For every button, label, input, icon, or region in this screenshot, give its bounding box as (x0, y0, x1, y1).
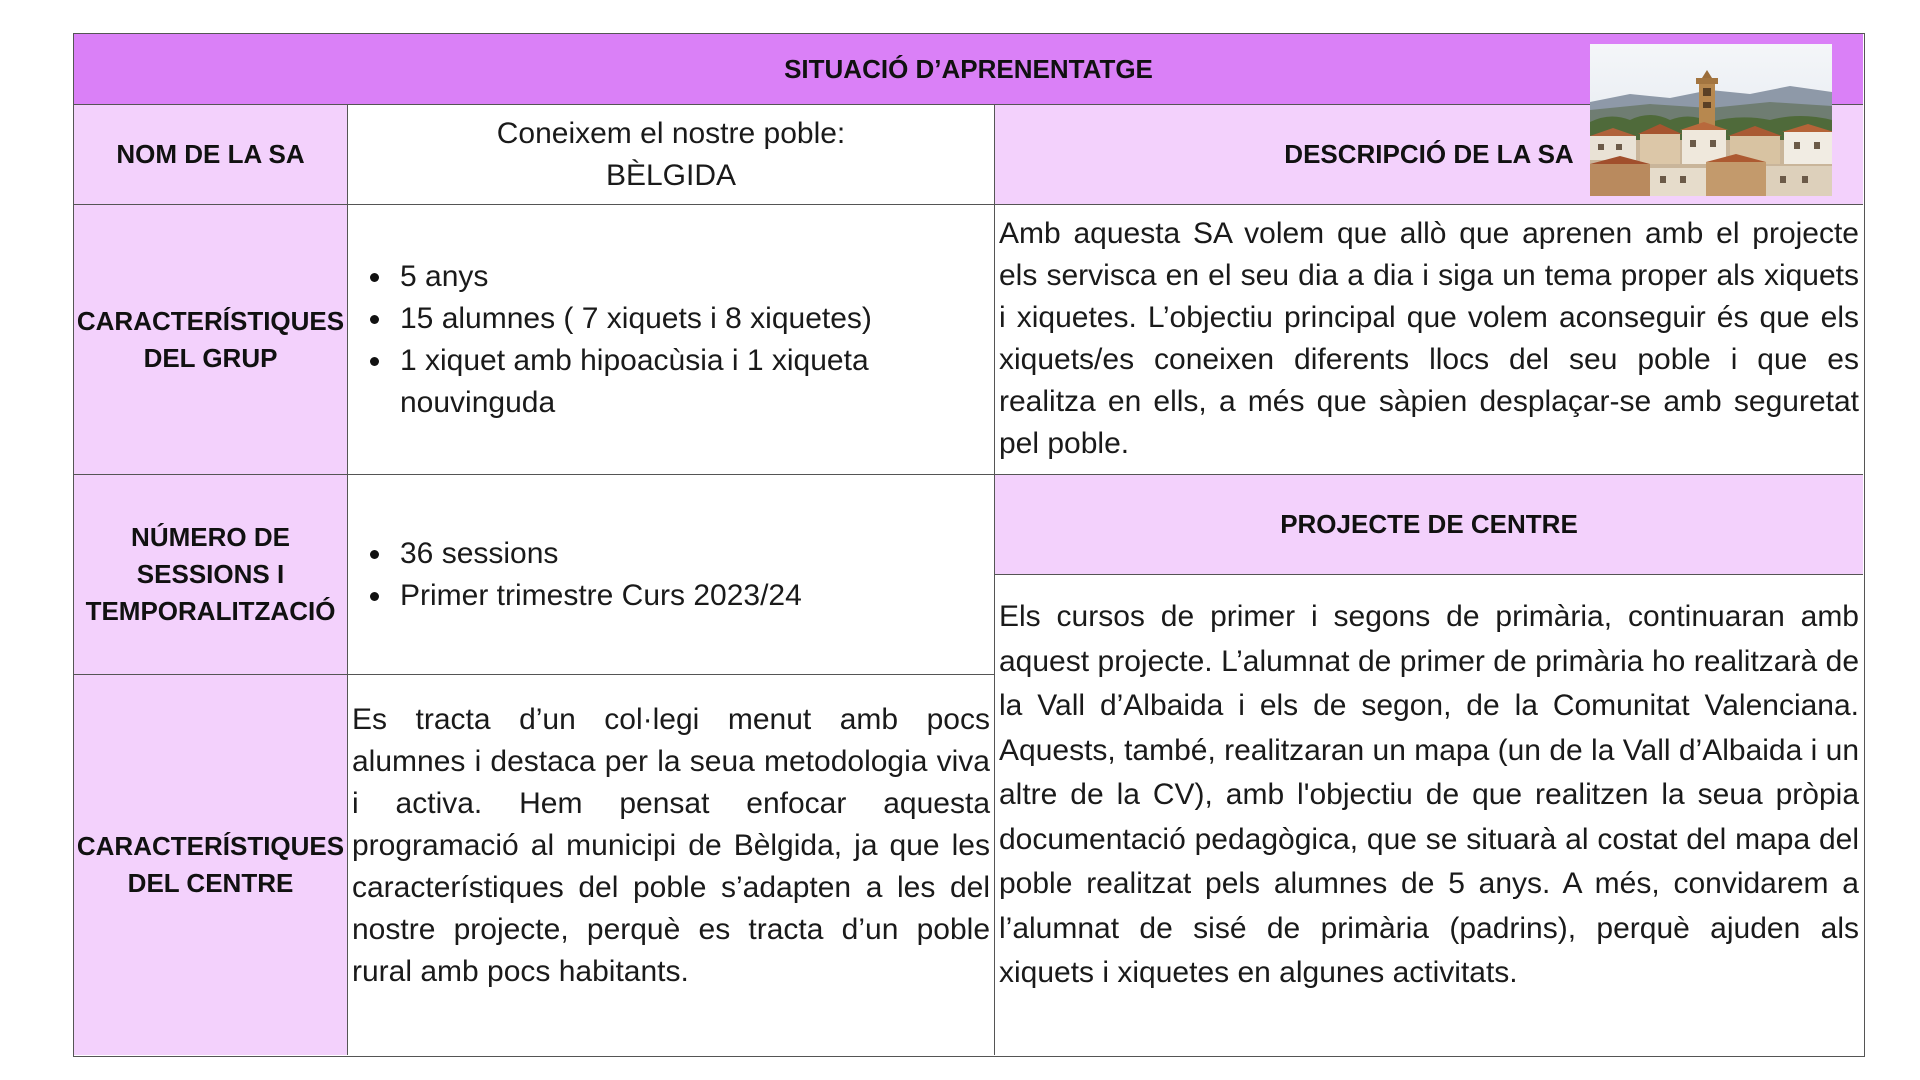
description-text: Amb aquesta SA volem que allò que aprenen amb el projecte els servisca en el seu dia a dia i siga un tema proper als xiquets i xiquetes. L’objectiu principal que volem aconseguir és que els xiquets/es coneixen diferents llocs del seu poble i que es realitza en ells, a més que sàpien desplaçar-se amb seguretat pel poble. (999, 217, 1859, 460)
list-item: 5 anys (400, 256, 960, 298)
group-label-line1: CARACTERÍSTIQUES (76, 305, 345, 336)
group-label-line2: DEL GRUP (143, 342, 278, 373)
project-text: Els cursos de primer i segons de primària, continuaran amb aquest projecte. L’alumnat de primer de primària ho realitzarà de la Vall d’Albaida i els de segon, de la Comunitat Valenciana. Aquests, també, realitzaran un mapa (un de la Vall d’Albaida i un altre de la CV), amb l'objectiu de que realitzen la seua pròpia documentació pedagògica, que se situarà al costat del mapa del poble realitzat pels alumnes de 5 anys. A més, convidarem a l’alumnat de sisé de primària (padrins), perquè ajuden als xiquets i xiquetes en algunes activitats. (999, 600, 1859, 989)
table-title: SITUACIÓ D’APRENENTATGE (784, 53, 1153, 84)
sessions-label-line1: NÚMERO DE (131, 522, 290, 552)
group-list (348, 256, 960, 424)
centre-text: Es tracta d’un col·legi menut amb pocs alumnes i destaca per la seua metodologia viva i activa. Hem pensat enfocar aquesta programació al municipi de Bèlgida, ja que les característiques del poble s’adapten a les del nostre projecte, perquè es tracta d’un poble rural amb pocs habitants. (352, 703, 990, 988)
sessions-list-cell (347, 474, 994, 674)
project-label-cell (994, 474, 1863, 574)
centre-label-line1: CARACTERÍSTIQUES (76, 831, 345, 861)
group-label-cell (74, 204, 347, 474)
name-value-cell (347, 104, 994, 204)
name-label-cell (74, 104, 347, 204)
sessions-list (348, 533, 960, 617)
sessions-label-line2: SESSIONS I (136, 559, 285, 589)
centre-label-cell (74, 674, 347, 1055)
description-text-cell (994, 204, 1863, 474)
list-item: 15 alumnes ( 7 xiquets i 8 xiquetes) (400, 298, 960, 340)
name-value-line1: Coneixem el nostre poble: (496, 116, 846, 150)
centre-label-line2: DEL CENTRE (127, 868, 294, 898)
sessions-label-line3: TEMPORALITZACIÓ (85, 596, 336, 626)
description-label: DESCRIPCIÓ DE LA SA (1284, 139, 1574, 169)
name-value-line2: BÈLGIDA (605, 158, 737, 192)
group-list-cell (347, 204, 994, 474)
sa-table (73, 33, 1865, 1057)
list-item: Primer trimestre Curs 2023/24 (400, 575, 960, 617)
list-item: 1 xiquet amb hipoacùsia i 1 xiqueta nouvinguda (400, 340, 960, 424)
name-label: NOM DE LA SA (116, 139, 305, 169)
project-text-cell (994, 574, 1863, 1055)
list-item: 36 sessions (400, 533, 960, 575)
town-photo (1590, 44, 1832, 196)
sessions-label-cell (74, 474, 347, 674)
project-label: PROJECTE DE CENTRE (1280, 509, 1578, 539)
centre-text-cell (347, 674, 994, 1055)
town-photo-icon (1590, 44, 1832, 196)
